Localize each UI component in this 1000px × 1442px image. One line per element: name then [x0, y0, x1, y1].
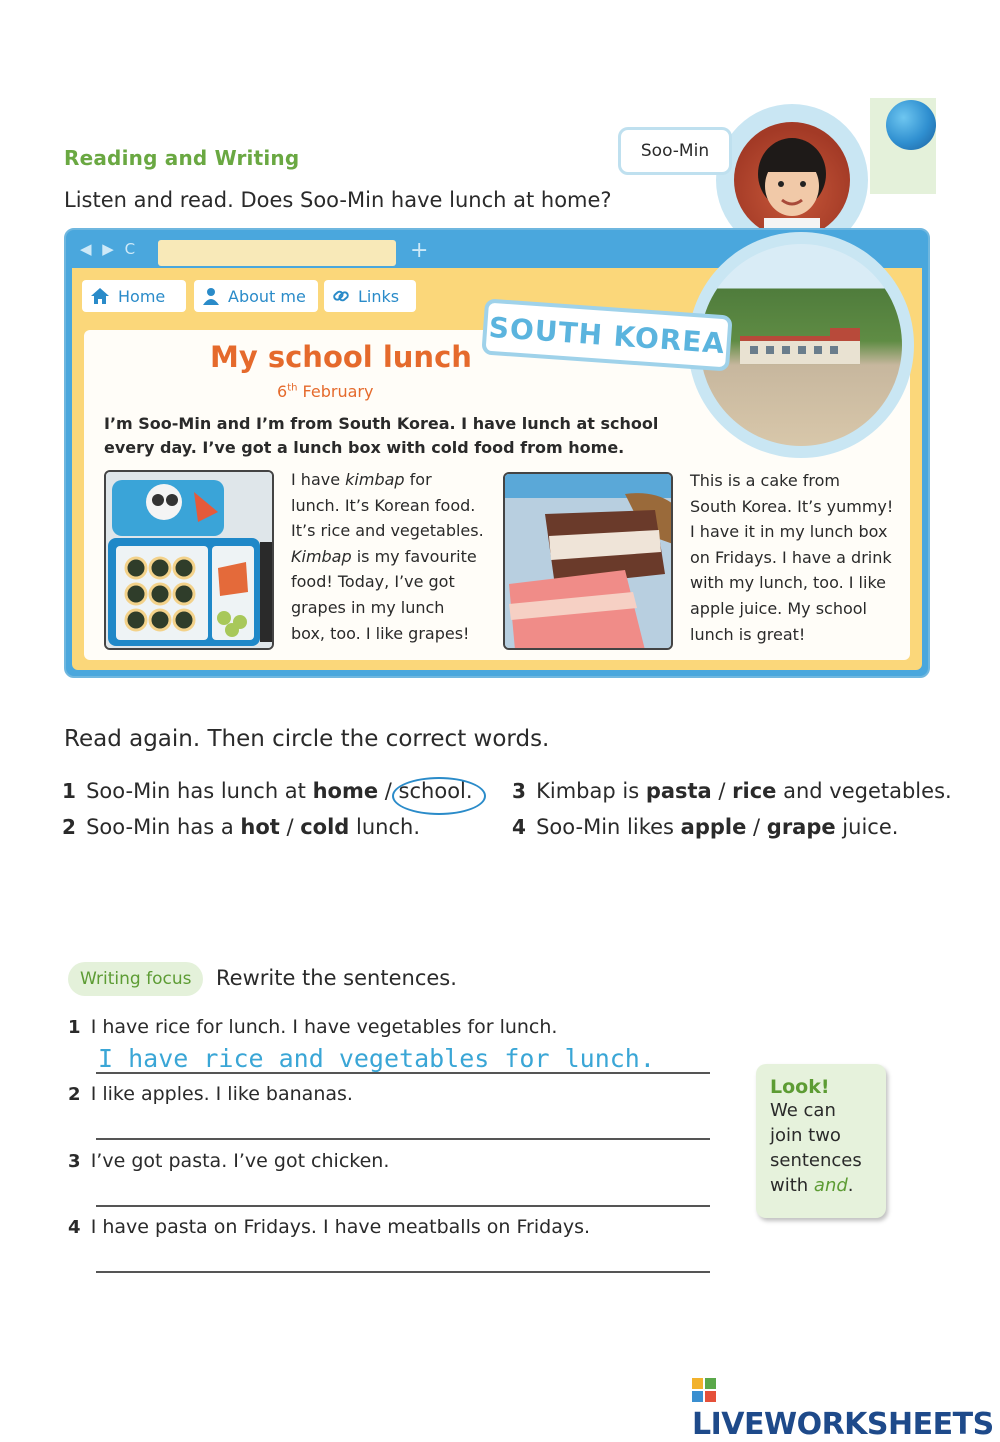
look-heading: Look! [770, 1076, 830, 1098]
option-pasta[interactable]: pasta [645, 779, 712, 803]
option-hot[interactable]: hot [240, 815, 280, 839]
date-month: February [302, 382, 374, 401]
writing-focus-pill: Writing focus [68, 962, 203, 996]
answer-circle [392, 777, 486, 815]
home-icon [90, 287, 110, 305]
date-suffix: th [287, 382, 298, 394]
rewrite-item-1: 1 I have rice for lunch. I have vegetables for lunch. [68, 1016, 558, 1038]
cake-line-3: I have it in my lunch box [690, 522, 888, 542]
option-grape[interactable]: grape [766, 815, 836, 839]
brand-logo-icon [692, 1378, 716, 1402]
tab-links [324, 280, 416, 312]
cake-line-2: South Korea. It’s yummy! [690, 496, 894, 516]
option-apple[interactable]: apple [680, 815, 747, 839]
globe-icon [886, 100, 936, 150]
kimbap-paragraph [291, 467, 484, 646]
answer-line-3[interactable] [96, 1205, 710, 1207]
cake-paragraph [690, 468, 893, 647]
blog-date [277, 382, 373, 401]
look-body: We can join two sentences with and. [770, 1100, 862, 1196]
cake-line-6: apple juice. My school [690, 598, 867, 618]
answer-line-1[interactable] [96, 1072, 710, 1074]
cake-line-1: This is a cake from [690, 471, 840, 490]
girl-portrait-illustration [734, 122, 850, 238]
option-home[interactable]: home [312, 779, 379, 803]
portrait-photo [734, 122, 850, 238]
kimbap-line-3: It’s rice and vegetables. [291, 521, 484, 541]
browser-nav-arrows: ◀ ▶ C [80, 240, 139, 258]
look-tip-box [756, 1064, 886, 1218]
kimbap-line-5: food! Today, I’ve got [291, 572, 455, 592]
cake-line-7: lunch is great! [690, 624, 806, 644]
tab-home-label: Home [118, 286, 166, 306]
option-rice[interactable]: rice [732, 779, 777, 803]
kimbap-line-7: box, too. I like grapes! [291, 623, 470, 643]
link-icon [332, 287, 350, 305]
circle-item-2: 2 Soo-Min has a hot / cold lunch. [62, 815, 421, 839]
kimbap-line-1: I have kimbap for [291, 470, 432, 489]
circle-item-1: 1 Soo-Min has lunch at home / school. [62, 779, 473, 803]
option-cold[interactable]: cold [300, 815, 350, 839]
date-day: 6 [277, 382, 288, 401]
section-title: Reading and Writing [64, 146, 300, 170]
blog-intro: I’m Soo-Min and I’m from South Korea. I have lunch at school every day. I’ve got a lunch box with cold food from home. [104, 414, 659, 457]
task2-title: Read again. Then circle the correct words. [64, 726, 550, 752]
tab-about-me [194, 280, 318, 312]
url-bar [158, 240, 396, 266]
kimbap-line-4: Kimbap is my favourite [291, 546, 477, 566]
listen-instruction: Listen and read. Does Soo-Min have lunch at home? [64, 188, 612, 212]
blog-title: My school lunch [210, 340, 472, 374]
answer-line-2[interactable] [96, 1138, 710, 1140]
tab-home [82, 280, 186, 312]
rewrite-item-2: 2 I like apples. I like bananas. [68, 1083, 353, 1105]
cake-photo [503, 472, 673, 650]
kimbap-line-2: lunch. It’s Korean food. [291, 495, 476, 515]
kimbap-line-6: grapes in my lunch [291, 597, 445, 617]
lunchbox-illustration [106, 472, 274, 650]
tab-about-label: About me [228, 286, 306, 306]
answer-1-text[interactable]: I have rice and vegetables for lunch. [98, 1044, 655, 1073]
cake-line-4: on Fridays. I have a drink [690, 547, 892, 567]
country-badge: SOUTH KOREA [481, 298, 732, 371]
cake-illustration [505, 474, 673, 650]
rewrite-item-4: 4 I have pasta on Fridays. I have meatballs on Fridays. [68, 1216, 591, 1238]
circle-item-4: 4 Soo-Min likes apple / grape juice. [512, 815, 899, 839]
brand-wordmark: LIVEWORKSHEETS [692, 1372, 1000, 1442]
new-tab-icon: + [410, 238, 429, 263]
person-icon [202, 287, 220, 305]
answer-line-4[interactable] [96, 1271, 710, 1273]
tab-links-label: Links [358, 286, 400, 306]
name-tag: Soo-Min [618, 127, 732, 175]
option-school[interactable]: school [398, 779, 466, 803]
lunchbox-photo [104, 470, 274, 650]
rewrite-item-3: 3 I’ve got pasta. I’ve got chicken. [68, 1150, 390, 1172]
cake-line-5: with my lunch, too. I like [690, 573, 886, 593]
circle-item-3: 3 Kimbap is pasta / rice and vegetables. [512, 779, 952, 803]
writing-title: Rewrite the sentences. [216, 966, 457, 990]
